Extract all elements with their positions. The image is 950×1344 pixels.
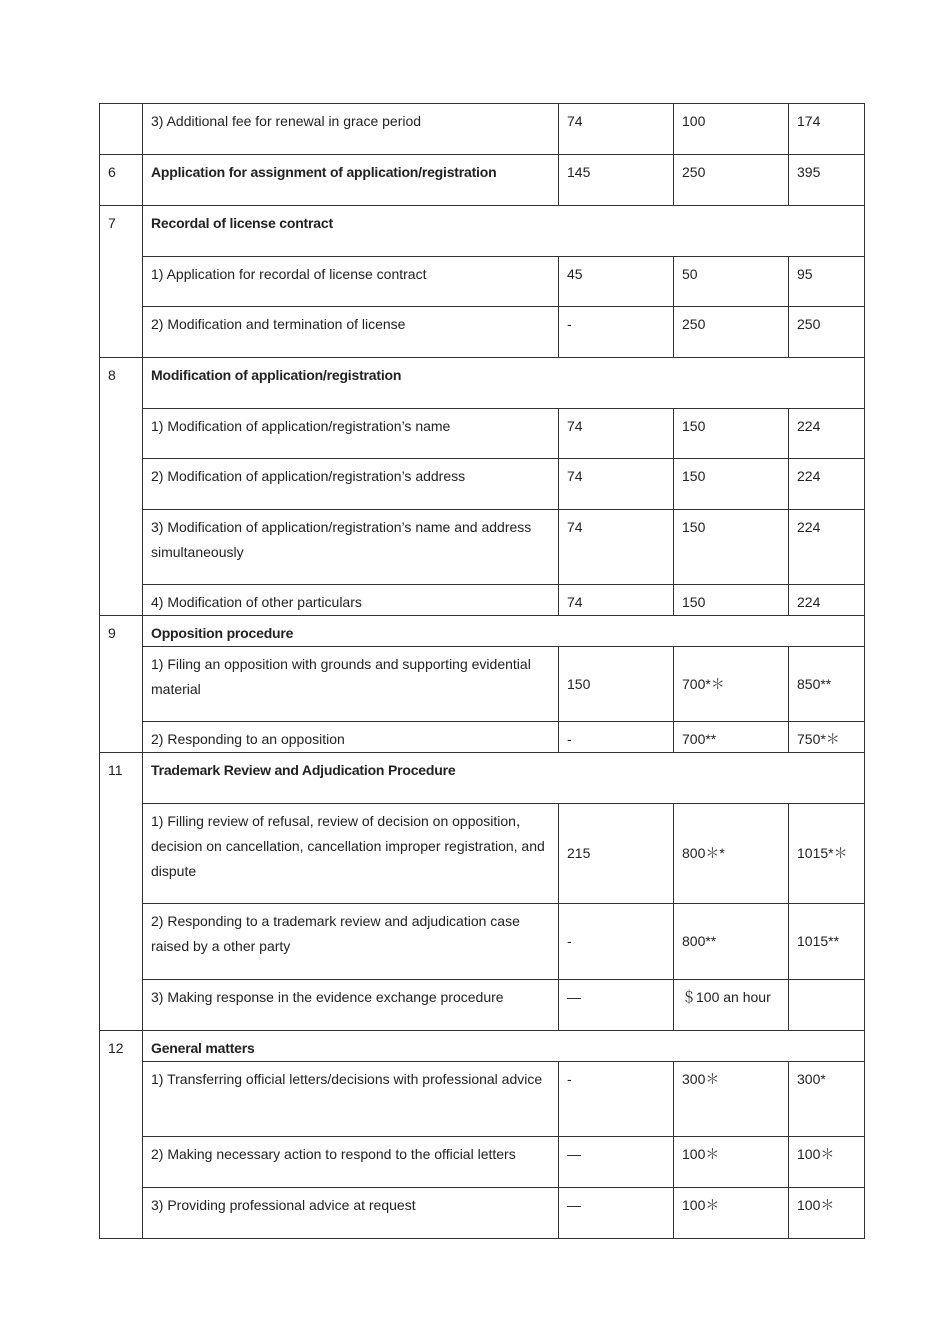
official-fee: - [559, 904, 674, 980]
official-fee: 145 [559, 155, 674, 206]
table-row [100, 104, 865, 155]
total-fee: 1015*＊ [789, 804, 865, 904]
official-fee: 45 [559, 257, 674, 307]
service-fee: 250 [674, 307, 789, 358]
service-fee: 300＊ [674, 1062, 789, 1137]
official-fee: 74 [559, 409, 674, 459]
total-fee [789, 980, 865, 1031]
official-fee: 74 [559, 510, 674, 585]
table-row [100, 1062, 865, 1137]
table-row [100, 358, 865, 409]
item-description: 2) Responding to a trademark review and adjudication case raised by a other party [143, 904, 559, 980]
official-fee: 215 [559, 804, 674, 904]
item-description: 1) Filling review of refusal, review of decision on opposition，decision on cancellation, cancellation improper registration, and dispute [143, 804, 559, 904]
section-heading: General matters [143, 1031, 865, 1062]
total-fee: 224 [789, 585, 865, 616]
item-description: 3) Providing professional advice at request [143, 1188, 559, 1239]
official-fee: — [559, 1188, 674, 1239]
table-row [100, 409, 865, 459]
fee-schedule-table [99, 103, 865, 1239]
official-fee: - [559, 1062, 674, 1137]
table-row [100, 307, 865, 358]
table-row [100, 647, 865, 722]
official-fee: 74 [559, 585, 674, 616]
service-fee: 700*＊ [674, 647, 789, 722]
table-row [100, 722, 865, 753]
item-description: 3) Making response in the evidence exchange procedure [143, 980, 559, 1031]
total-fee: 100＊ [789, 1137, 865, 1188]
item-number: 8 [100, 358, 143, 616]
official-fee: 74 [559, 459, 674, 510]
table-row [100, 155, 865, 206]
section-heading: Recordal of license contract [143, 206, 865, 257]
table-row [100, 980, 865, 1031]
table-row [100, 459, 865, 510]
item-description: 3) Additional fee for renewal in grace period [143, 104, 559, 155]
total-fee: 750*＊ [789, 722, 865, 753]
item-number: 12 [100, 1031, 143, 1239]
table-row [100, 753, 865, 804]
table-row [100, 206, 865, 257]
item-description: 2) Modification and termination of license [143, 307, 559, 358]
total-fee: 174 [789, 104, 865, 155]
item-description: 1) Transferring official letters/decisions with professional advice [143, 1062, 559, 1137]
item-description: 2) Responding to an opposition [143, 722, 559, 753]
section-heading: Modification of application/registration [143, 358, 865, 409]
service-fee: 800＊* [674, 804, 789, 904]
official-fee: - [559, 307, 674, 358]
item-number [100, 104, 143, 155]
table-row [100, 1031, 865, 1062]
service-fee: 150 [674, 409, 789, 459]
item-description: 1) Application for recordal of license contract [143, 257, 559, 307]
service-fee: 100＊ [674, 1137, 789, 1188]
official-fee: — [559, 980, 674, 1031]
item-description: 2) Making necessary action to respond to the official letters [143, 1137, 559, 1188]
total-fee: 224 [789, 409, 865, 459]
section-heading: Trademark Review and Adjudication Procedure [143, 753, 865, 804]
total-fee: 250 [789, 307, 865, 358]
total-fee: 224 [789, 510, 865, 585]
service-fee: 700** [674, 722, 789, 753]
item-description: 2) Modification of application/registration’s address [143, 459, 559, 510]
item-description: 1) Modification of application/registration’s name [143, 409, 559, 459]
service-fee: ＄100 an hour [674, 980, 789, 1031]
item-number: 6 [100, 155, 143, 206]
service-fee: 250 [674, 155, 789, 206]
item-description: 1) Filing an opposition with grounds and supporting evidential material [143, 647, 559, 722]
service-fee: 800** [674, 904, 789, 980]
table-row [100, 257, 865, 307]
service-fee: 100＊ [674, 1188, 789, 1239]
official-fee: — [559, 1137, 674, 1188]
total-fee: 224 [789, 459, 865, 510]
table-row [100, 1188, 865, 1239]
table-row [100, 510, 865, 585]
service-fee: 150 [674, 510, 789, 585]
table-row [100, 585, 865, 616]
total-fee: 850** [789, 647, 865, 722]
service-fee: 50 [674, 257, 789, 307]
item-number: 9 [100, 616, 143, 753]
table-row [100, 616, 865, 647]
service-fee: 100 [674, 104, 789, 155]
total-fee: 395 [789, 155, 865, 206]
table-row [100, 804, 865, 904]
item-number: 7 [100, 206, 143, 358]
item-number: 11 [100, 753, 143, 1031]
item-description: 4) Modification of other particulars [143, 585, 559, 616]
table-row [100, 1137, 865, 1188]
official-fee: 150 [559, 647, 674, 722]
item-description: 3) Modification of application/registration’s name and address simultaneously [143, 510, 559, 585]
service-fee: 150 [674, 459, 789, 510]
total-fee: 95 [789, 257, 865, 307]
service-fee: 150 [674, 585, 789, 616]
official-fee: - [559, 722, 674, 753]
total-fee: 300* [789, 1062, 865, 1137]
section-heading: Application for assignment of application/registration [143, 155, 559, 206]
table-row [100, 904, 865, 980]
official-fee: 74 [559, 104, 674, 155]
total-fee: 100＊ [789, 1188, 865, 1239]
total-fee: 1015** [789, 904, 865, 980]
section-heading: Opposition procedure [143, 616, 865, 647]
